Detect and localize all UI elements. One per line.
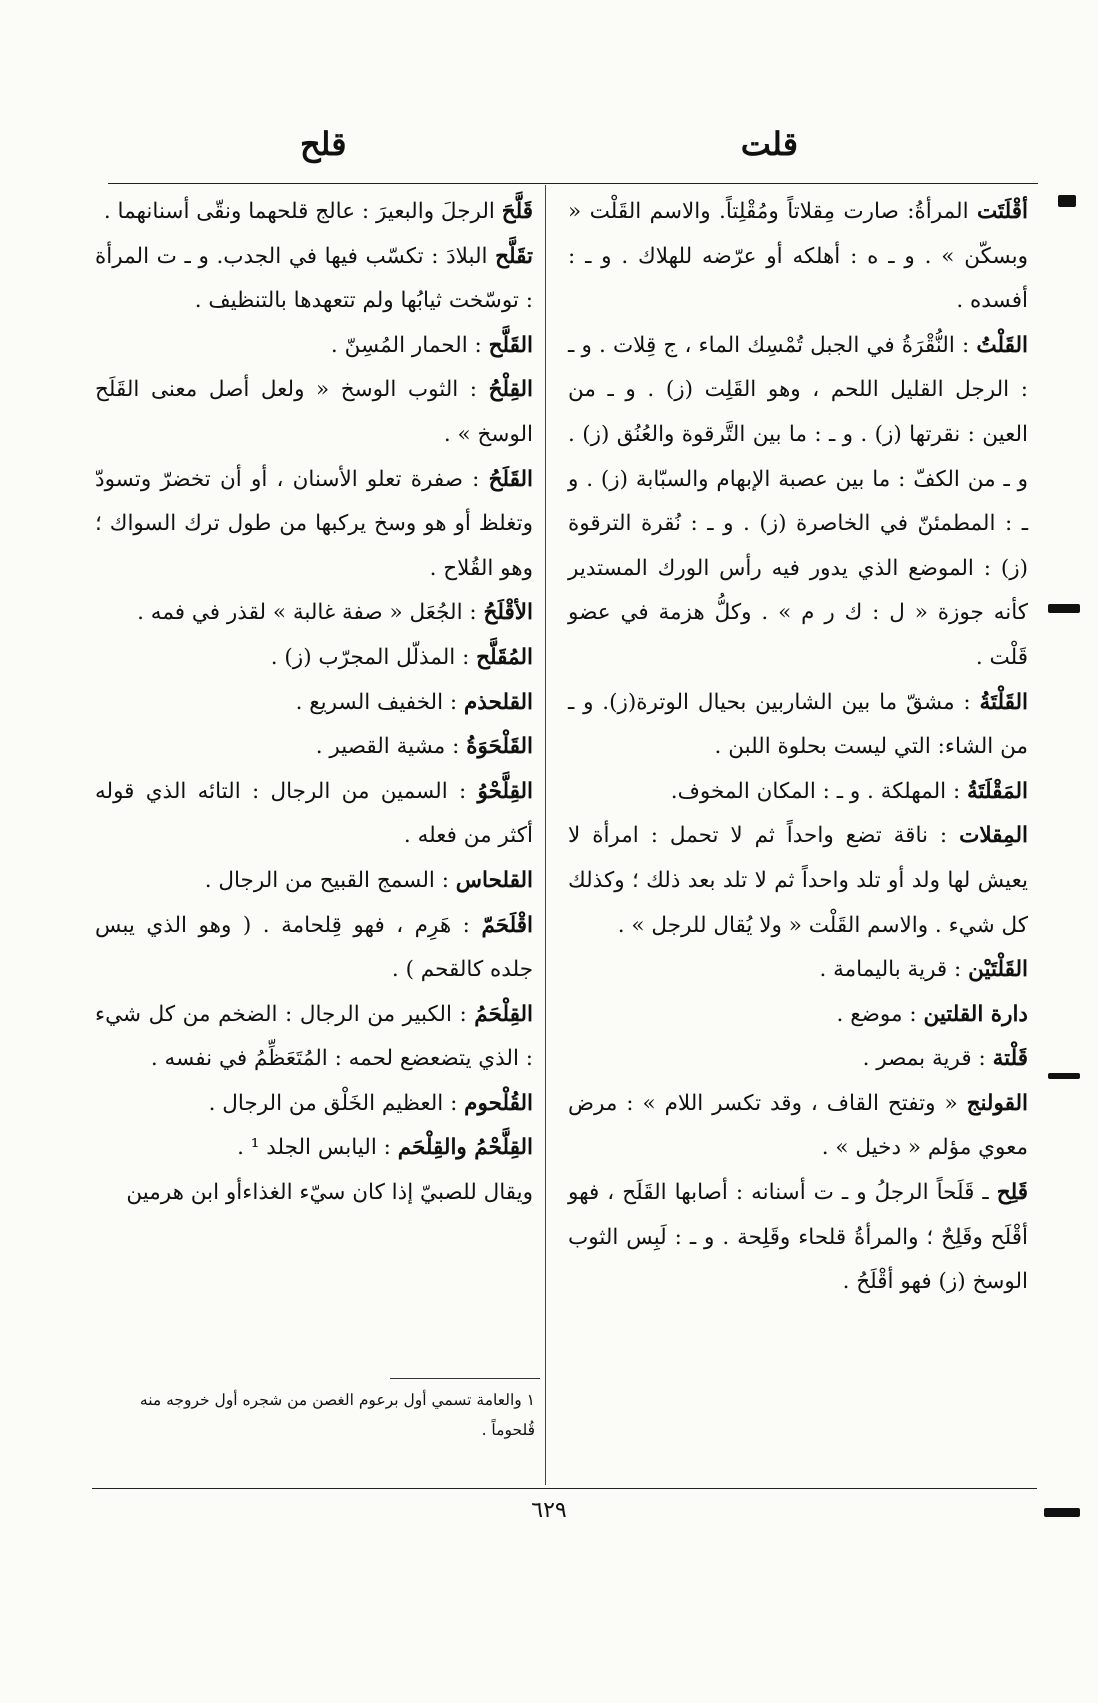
entry-definition: : هَرِم ، فهو قِلحامة . ( وهو الذي يبس جلده كالقحم ) .: [95, 912, 533, 983]
dictionary-entry: [568, 770, 1028, 815]
entry-headword: القِلْحُ: [488, 377, 533, 403]
entry-definition: : صفرة تعلو الأسنان ، أو أن تخضرّ وتسودّ وتغلظ أو هو وسخ يركبها من طول ترك السواك ؛ وهو القُلاح .: [95, 466, 533, 581]
entry-headword: دارة القلتين: [923, 1001, 1028, 1027]
entry-definition: : النُّقْرَةُ في الجبل تُمْسِك الماء ، ج قِلات . و ـ : الرجل القليل اللحم ، وهو القَلِت (ز) . و ـ من العين : نقرتها (ز) . و ـ : ما بين التَّرقوة والعُنُق (ز) . و ـ من الكفّ : ما بين عصبة الإبهام والسبّابة (ز) . و ـ : المطمئنّ في الخاصرة (ز) . و ـ : نُقرة الترقوة (ز) : الموضع الذي يدور فيه رأس الورك المستدير كأنه جوزة « ل : ك ر م » . وكلُّ هزمة في عضو قَلْت .: [568, 332, 1028, 670]
entry-headword: قَلْتة: [992, 1046, 1028, 1072]
footer-rule: [92, 1488, 1037, 1489]
entry-headword: القِلْحَمُ: [474, 1001, 533, 1027]
dictionary-entry: [95, 904, 533, 993]
entry-headword: القولنج: [966, 1090, 1028, 1116]
dictionary-entry: [95, 1171, 533, 1216]
entry-definition: البلادَ : تكسّب فيها في الجدب. و ـ ت المرأة : توسّخت ثيابُها ولم تتعهدها بالتنظيف .: [95, 243, 533, 314]
footnote-rule: [390, 1378, 540, 1379]
entry-definition: : اليابس الجلد ¹ .: [237, 1135, 398, 1161]
dictionary-entry: [568, 814, 1028, 948]
entry-headword: قَلَّحَ: [501, 199, 533, 224]
entry-headword: اقْلَحَمّ: [481, 912, 533, 938]
entry-headword: القُلْحوم: [464, 1090, 533, 1116]
dictionary-entry: [568, 190, 1028, 324]
edge-ink-mark: [1048, 1073, 1080, 1079]
dictionary-entry: [95, 993, 533, 1082]
entry-headword: المَقْلَتَةُ: [967, 778, 1028, 804]
entry-headword: الأقْلَحُ: [483, 600, 533, 626]
dictionary-entry: [95, 1126, 533, 1171]
entry-headword: القَلَّح: [488, 332, 533, 358]
entry-definition: الرجلَ والبعيرَ : عالج قلحهما ونقّى أسنانهما .: [103, 199, 502, 224]
entry-definition: : مشية القصير .: [315, 734, 467, 760]
header-rule: [108, 183, 1038, 184]
entry-headword: أقْلَتَت: [977, 199, 1028, 224]
entry-definition: : مشقّ ما بين الشاربين بحيال الوترة(ز). و ـ من الشاء: التي ليست بحلوة اللبن .: [568, 689, 1028, 760]
entry-definition: : المهلكة . و ـ : المكان المخوف.: [670, 778, 968, 804]
entry-headword: القَلَحُ: [488, 466, 533, 492]
dictionary-entry: [568, 324, 1028, 681]
entry-definition: : الحمار المُسِنّ .: [330, 332, 489, 358]
entry-definition: : العظيم الخَلْق من الرجال .: [208, 1090, 465, 1116]
entry-definition: : الثوب الوسخ « ولعل أصل معنى القَلَح الوسخ » .: [95, 377, 533, 447]
entry-headword: المُقَلَّح: [476, 644, 533, 670]
dictionary-entry: [95, 681, 533, 726]
dictionary-entry: [95, 190, 533, 235]
entry-definition: ويقال للصبيّ إذا كان سيّء الغذاءأو ابن هرمين: [126, 1180, 533, 1206]
dictionary-entry: [568, 993, 1028, 1038]
running-header-right: قلت: [740, 125, 798, 163]
entry-definition: : ناقة تضع واحداً ثم لا تحمل : امرأة لا يعيش لها ولد أو تلد واحداً ثم لا تلد بعد ذلك ؛ وكذلك كل شيء . والاسم القَلْت « ولا يُقال للرجل » .: [568, 823, 1028, 938]
entry-headword: القلحاس: [455, 867, 533, 893]
entry-headword: القِلَّحْمُ والقِلْحَم: [397, 1135, 533, 1161]
edge-ink-mark: [1044, 1508, 1080, 1517]
edge-ink-mark: [1048, 604, 1080, 613]
entry-headword: القَلْتُ: [976, 332, 1028, 358]
entry-definition: : الجُعَل « صفة غالبة » لقذر في فمه .: [137, 600, 484, 626]
dictionary-entry: [95, 636, 533, 681]
entry-headword: القَلْحَوَةُ: [466, 734, 533, 760]
left-column: [95, 190, 533, 1216]
edge-ink-mark: [1058, 195, 1076, 207]
entry-definition: : الكبير من الرجال : الضخم من كل شيء : الذي يتضعضع لحمه : المُتَعَظِّمُ في نفسه .: [95, 1001, 533, 1072]
entry-definition: ـ قَلَحاً الرجلُ و ـ ت أسنانه : أصابها القَلَح ، فهو أقْلَح وقَلِحٌ ؛ والمرأةُ قلحاء وقَلِحة . و ـ : لَبِس الثوب الوسخ (ز) فهو أقْلَحُ .: [568, 1180, 1028, 1295]
dictionary-entry: [95, 770, 533, 859]
entry-definition: : الخفيف السريع .: [295, 689, 464, 715]
dictionary-entry: [568, 1171, 1028, 1305]
dictionary-entry: [95, 235, 533, 324]
column-divider: [545, 185, 546, 1485]
entry-headword: المِقلات: [959, 823, 1028, 849]
entry-definition: : السمين من الرجال : التائه الذي قوله أكثر من فعله .: [95, 778, 533, 849]
dictionary-entry: [95, 591, 533, 636]
dictionary-entry: [95, 324, 533, 369]
dictionary-entry: [568, 1037, 1028, 1082]
entry-definition: المرأةُ: صارت مِقلاتاً ومُقْلِتاً. والاسم القَلْت « وبسكّن » . و ـ ه : أهلكه أو عرّضه للهلاك . و ـ : أفسده .: [568, 199, 1028, 314]
dictionary-entry: [95, 725, 533, 770]
entry-headword: القَلْتَةُ: [979, 689, 1028, 715]
dictionary-entry: [95, 1082, 533, 1127]
entry-definition: : قرية بمصر .: [862, 1046, 993, 1072]
running-header-left: قلح: [300, 125, 347, 163]
entry-headword: القلحذم: [464, 689, 533, 715]
entry-headword: قَلِح: [996, 1180, 1028, 1206]
right-column: [568, 190, 1028, 1305]
entry-headword: تقَلَّح: [495, 243, 533, 269]
dictionary-entry: [95, 458, 533, 592]
entry-definition: : قرية باليمامة .: [819, 957, 969, 983]
entry-headword: القِلَّحْوُ: [477, 778, 533, 804]
footnote: ١ والعامة تسمي أول برعوم الغصن من شجره أول خروجه منه قُلحوماً .: [139, 1391, 535, 1439]
dictionary-entry: [568, 948, 1028, 993]
dictionary-entry: [568, 681, 1028, 770]
entry-headword: القَلْتَيْن: [968, 957, 1028, 983]
dictionary-entry: [95, 859, 533, 904]
entry-definition: « وتفتح القاف ، وقد تكسر اللام » : مرض معوي مؤلم « دخيل » .: [568, 1090, 1028, 1161]
dictionary-entry: [568, 1082, 1028, 1171]
entry-definition: : المذلّل المجرّب (ز) .: [270, 644, 477, 670]
entry-definition: : موضع .: [836, 1001, 924, 1027]
dictionary-entry: [95, 368, 533, 457]
page-number: ٦٢٩: [531, 1498, 567, 1523]
entry-definition: : السمج القبيح من الرجال .: [204, 867, 456, 893]
